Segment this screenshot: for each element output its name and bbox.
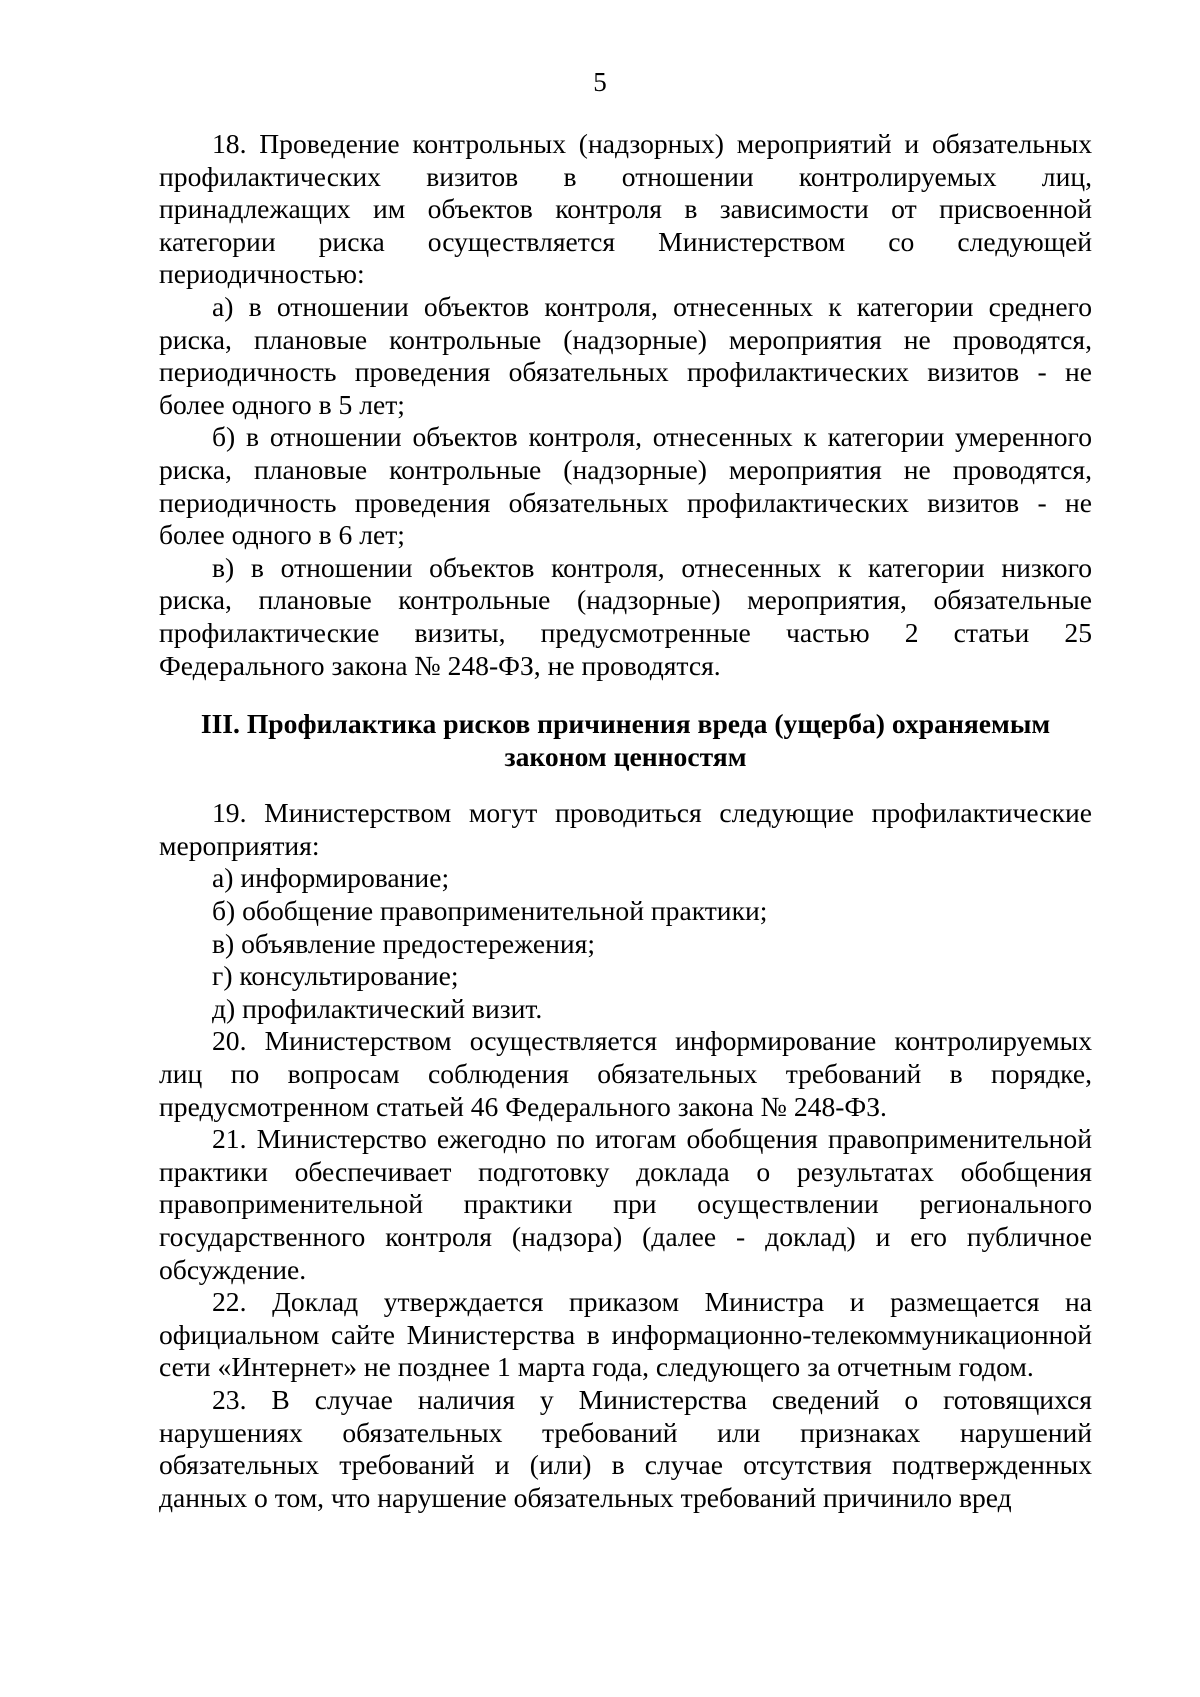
paragraph-18-a: а) в отношении объектов контроля, отнесенных к категории среднего риска, плановые контрольные (надзорные) мероприятия не проводятся, периодичность проведения обязательных профилактических визитов - не более одного в 5 лет; xyxy=(159,290,1092,420)
paragraph-19-a: а) информирование; xyxy=(212,862,450,894)
paragraph-19-e: д) профилактический визит. xyxy=(212,992,543,1024)
paragraph-18: 18. Проведение контрольных (надзорных) мероприятий и обязательных профилактических визитов в отношении контролируемых лиц, принадлежащих им объектов контроля в зависимости от присвоенной категории риска осуществляется Министерством со следующей периодичностью: xyxy=(159,128,1092,290)
page-number: 5 xyxy=(593,67,607,97)
paragraph-22: 22. Доклад утверждается приказом Министра и размещается на официальном сайте Министерства в информационно-телекоммуникационной сети «Интернет» не позднее 1 марта года, следующего за отчетным годом. xyxy=(159,1286,1092,1383)
section-heading-line-2: законом ценностям xyxy=(504,740,747,772)
section-heading-line-1: III. Профилактика рисков причинения вреда (ущерба) охраняемым xyxy=(200,708,1051,740)
paragraph-20: 20. Министерством осуществляется информирование контролируемых лиц по вопросам соблюдения обязательных требований в порядке, предусмотренном статьей 46 Федерального закона № 248-ФЗ. xyxy=(159,1025,1092,1122)
paragraph-23: 23. В случае наличия у Министерства сведений о готовящихся нарушениях обязательных требований или признаках нарушений обязательных требований и (или) в случае отсутствия подтвержденных данных о том, что нарушение обязательных требований причинило вред xyxy=(159,1383,1092,1513)
paragraph-19-b: б) обобщение правоприменительной практики; xyxy=(212,895,768,927)
document-body xyxy=(159,128,1092,1514)
paragraph-19-c: в) объявление предостережения; xyxy=(212,927,595,959)
paragraph-19: 19. Министерством могут проводиться следующие профилактические мероприятия: xyxy=(159,797,1092,861)
paragraph-18-c: в) в отношении объектов контроля, отнесенных к категории низкого риска, плановые контрольные (надзорные) мероприятия, обязательные профилактические визиты, предусмотренные частью 2 статьи 25 Федерального закона № 248-ФЗ, не проводятся. xyxy=(159,551,1092,681)
paragraph-19-d: г) консультирование; xyxy=(212,960,459,992)
paragraph-18-b: б) в отношении объектов контроля, отнесенных к категории умеренного риска, плановые контрольные (надзорные) мероприятия не проводятся, периодичность проведения обязательных профилактических визитов - не более одного в 6 лет; xyxy=(159,421,1092,551)
paragraph-21: 21. Министерство ежегодно по итогам обобщения правоприменительной практики обеспечивает подготовку доклада о результатах обобщения правоприменительной практики при осуществлении регионального государственного контроля (надзора) (далее - доклад) и его публичное обсуждение. xyxy=(159,1123,1092,1285)
section-heading xyxy=(159,708,1092,773)
